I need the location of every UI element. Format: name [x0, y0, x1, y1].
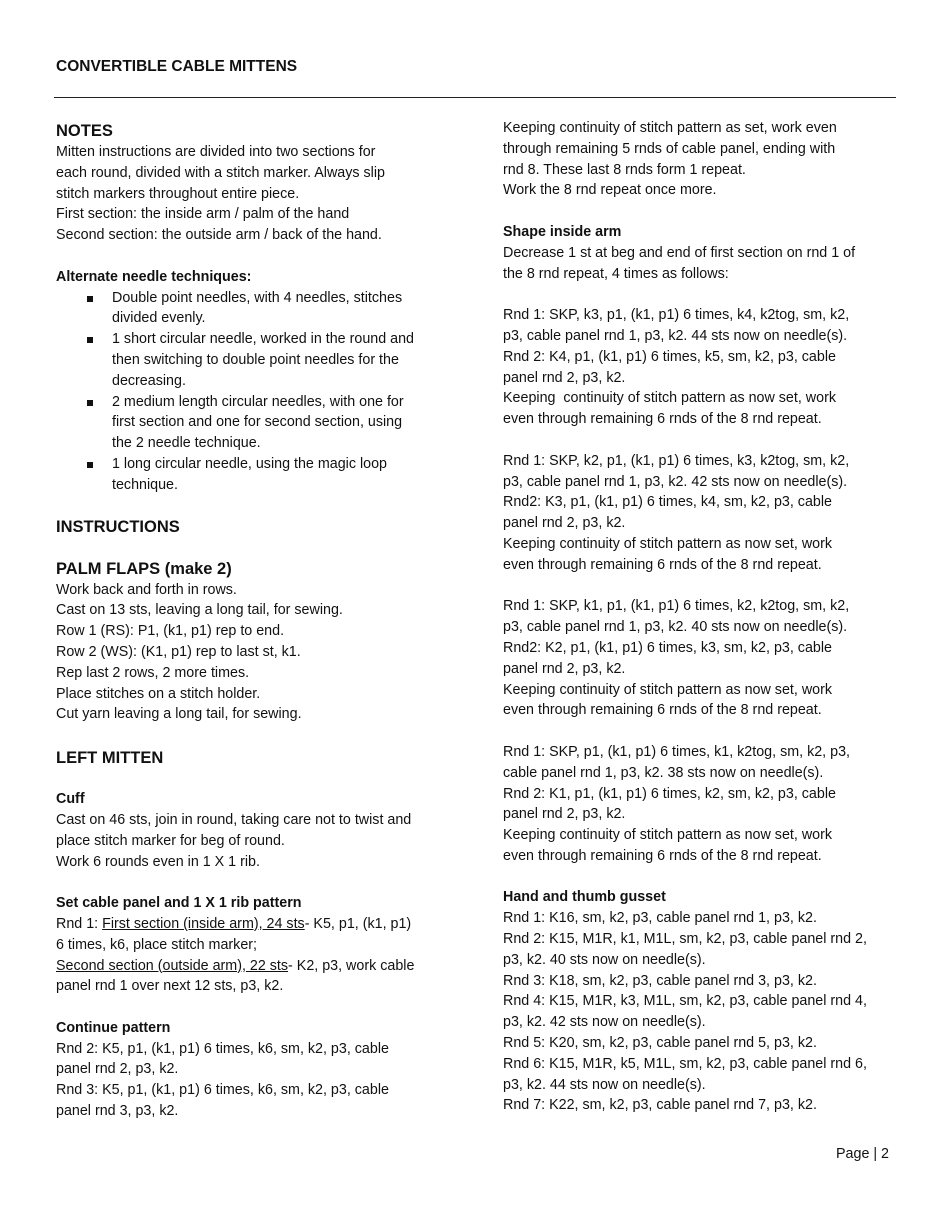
- text-line: p3, k2. 44 sts now on needle(s).: [503, 1076, 706, 1093]
- underlined-text: Second section (outside arm), 22 sts: [56, 957, 289, 974]
- text-line: panel rnd 2, p3, k2.: [503, 806, 626, 823]
- text-line: Keeping continuity of stitch pattern as set, work even: [503, 120, 837, 136]
- text-line: each round, divided with a stitch marker. Always slip: [56, 164, 385, 181]
- text-line: p3, cable panel rnd 1, p3, k2. 42 sts now on needle(s).: [503, 473, 848, 490]
- text-line: panel rnd 2, p3, k2.: [503, 515, 626, 532]
- text-line: Double point needles, with 4 needles, stitches: [112, 289, 403, 306]
- text-line: cable panel rnd 1, p3, k2. 38 sts now on needle(s).: [503, 764, 824, 781]
- decrease-block: [503, 305, 903, 430]
- decrease-block: [503, 742, 903, 867]
- text-line: Rnd 4: K15, M1R, k3, M1L, sm, k2, p3, cable panel rnd 4,: [503, 993, 867, 1010]
- alt-needle-heading: Alternate needle techniques:: [56, 268, 252, 285]
- text-line: Work back and forth in rows.: [56, 581, 237, 598]
- text-line: stitch markers throughout entire piece.: [56, 185, 300, 202]
- text-line: place stitch marker for beg of round.: [56, 832, 285, 849]
- text-line: Rnd 1: SKP, k2, p1, (k1, p1) 6 times, k3, k2tog, sm, k2,: [503, 452, 850, 469]
- text-line: even through remaining 6 rnds of the 8 rnd repeat.: [503, 847, 822, 864]
- cuff-heading: Cuff: [56, 791, 85, 808]
- text-line: Work the 8 rnd repeat once more.: [503, 182, 717, 199]
- shape-inside-arm-heading: Shape inside arm: [503, 223, 622, 240]
- text-line: p3, cable panel rnd 1, p3, k2. 44 sts now on needle(s).: [503, 327, 848, 344]
- text-line: Cast on 46 sts, join in round, taking care not to twist and: [56, 811, 412, 828]
- text-line: then switching to double point needles for the: [112, 351, 399, 368]
- text-line: 1 long circular needle, using the magic loop: [112, 455, 387, 472]
- text-line: technique.: [112, 476, 178, 493]
- text-line: Place stitches on a stitch holder.: [56, 685, 261, 702]
- text-line: Rnd 2: K15, M1R, k1, M1L, sm, k2, p3, cable panel rnd 2,: [503, 931, 867, 948]
- continue-pattern-text: [56, 1039, 456, 1122]
- alt-needle-list: [56, 288, 456, 496]
- text-line: even through remaining 6 rnds of the 8 rnd repeat.: [503, 702, 822, 719]
- text-line: Decrease 1 st at beg and end of first section on rnd 1 of: [503, 244, 856, 261]
- text-line: divided evenly.: [112, 310, 206, 327]
- text-line: panel rnd 3, p3, k2.: [56, 1103, 179, 1120]
- text-line: Rnd 2: K1, p1, (k1, p1) 6 times, k2, sm, k2, p3, cable: [503, 785, 836, 802]
- text-line: panel rnd 2, p3, k2.: [503, 369, 626, 386]
- notes-heading: NOTES: [56, 122, 113, 140]
- text-line: Rnd2: K3, p1, (k1, p1) 6 times, k4, sm, k2, p3, cable: [503, 494, 832, 511]
- text-line: p3, k2. 42 sts now on needle(s).: [503, 1014, 706, 1031]
- palm-flaps-text: [56, 580, 456, 726]
- text-line: even through remaining 6 rnds of the 8 rnd repeat.: [503, 556, 822, 573]
- continue-pattern-heading: Continue pattern: [56, 1019, 171, 1036]
- shape-intro-text: [503, 243, 903, 285]
- text-line: Row 2 (WS): (K1, p1) rep to last st, k1.: [56, 643, 301, 660]
- text-line: Keeping continuity of stitch pattern as now set, work: [503, 681, 833, 698]
- text-line: Rnd 2: K5, p1, (k1, p1) 6 times, k6, sm, k2, p3, cable: [56, 1040, 389, 1057]
- text-line: even through remaining 6 rnds of the 8 rnd repeat.: [503, 411, 822, 428]
- text-line: Rnd 1: SKP, p1, (k1, p1) 6 times, k1, k2tog, sm, k2, p3,: [503, 743, 850, 760]
- right-column: [503, 118, 903, 1116]
- left-mitten-heading: LEFT MITTEN: [56, 749, 164, 768]
- text-line: through remaining 5 rnds of cable panel, ending with: [503, 140, 836, 157]
- text-line: first section and one for second section, using: [112, 414, 403, 431]
- text-line: Rnd 3: K18, sm, k2, p3, cable panel rnd 3, p3, k2.: [503, 972, 817, 989]
- text-line: [56, 956, 456, 977]
- decrease-block: [503, 451, 903, 576]
- text-line: Rnd 3: K5, p1, (k1, p1) 6 times, k6, sm, k2, p3, cable: [56, 1082, 389, 1099]
- text-line: p3, cable panel rnd 1, p3, k2. 40 sts now on needle(s).: [503, 619, 848, 636]
- text-line: 6 times, k6, place stitch marker;: [56, 936, 258, 953]
- text-line: panel rnd 1 over next 12 sts, p3, k2.: [56, 978, 284, 995]
- text-line: Rnd 6: K15, M1R, k5, M1L, sm, k2, p3, cable panel rnd 6,: [503, 1055, 867, 1072]
- text-line: Cut yarn leaving a long tail, for sewing.: [56, 706, 302, 723]
- text-line: Keeping continuity of stitch pattern as now set, work: [503, 535, 833, 552]
- text-line: 1 short circular needle, worked in the round and: [112, 331, 415, 348]
- text-line: 2 medium length circular needles, with one for: [112, 393, 404, 410]
- text-line: the 8 rnd repeat, 4 times as follows:: [503, 265, 729, 282]
- text-line: Rnd 1: SKP, k3, p1, (k1, p1) 6 times, k4, k2tog, sm, k2,: [503, 307, 850, 324]
- text-line: Rep last 2 rows, 2 more times.: [56, 664, 250, 681]
- text-line: Rnd 2: K4, p1, (k1, p1) 6 times, k5, sm, k2, p3, cable: [503, 348, 836, 365]
- text-line: panel rnd 2, p3, k2.: [503, 660, 626, 677]
- text-line: Rnd2: K2, p1, (k1, p1) 6 times, k3, sm, k2, p3, cable: [503, 639, 832, 656]
- text-line: Work 6 rounds even in 1 X 1 rib.: [56, 853, 260, 870]
- notes-text: [56, 142, 456, 246]
- text-line: First section: the inside arm / palm of the hand: [56, 206, 350, 223]
- instructions-heading: INSTRUCTIONS: [56, 517, 180, 536]
- gusset-heading: Hand and thumb gusset: [503, 889, 666, 906]
- document-title: CONVERTIBLE CABLE MITTENS: [56, 58, 298, 75]
- text-line: Cast on 13 sts, leaving a long tail, for sewing.: [56, 602, 343, 619]
- underlined-text: First section (inside arm), 24 sts: [102, 915, 305, 932]
- set-cable-heading: Set cable panel and 1 X 1 rib pattern: [56, 895, 302, 912]
- set-cable-text: [56, 914, 456, 997]
- text-run: - K2, p3, work cable: [288, 957, 415, 974]
- text-line: Rnd 1: K16, sm, k2, p3, cable panel rnd 1, p3, k2.: [503, 910, 817, 927]
- list-item: [56, 392, 456, 454]
- text-line: Rnd 5: K20, sm, k2, p3, cable panel rnd 5, p3, k2.: [503, 1035, 817, 1052]
- gusset-text: [503, 908, 903, 1116]
- text-line: Keeping continuity of stitch pattern as now set, work: [503, 390, 836, 407]
- left-column: [56, 118, 456, 1122]
- cuff-text: [56, 810, 456, 872]
- header-divider: [54, 97, 896, 98]
- decrease-block: [503, 596, 903, 721]
- text-line: p3, k2. 40 sts now on needle(s).: [503, 951, 706, 968]
- text-line: Row 1 (RS): P1, (k1, p1) rep to end.: [56, 623, 285, 640]
- palm-flaps-heading: PALM FLAPS (make 2): [56, 559, 232, 578]
- list-item: [56, 288, 456, 330]
- text-line: Mitten instructions are divided into two sections for: [56, 144, 376, 160]
- text-line: Keeping continuity of stitch pattern as now set, work: [503, 827, 833, 844]
- list-item: [56, 329, 456, 391]
- text-run: - K5, p1, (k1, p1): [304, 915, 412, 932]
- text-line: panel rnd 2, p3, k2.: [56, 1061, 179, 1078]
- intro-text: [503, 118, 903, 201]
- text-line: [56, 914, 456, 935]
- text-line: the 2 needle technique.: [112, 435, 261, 452]
- text-line: decreasing.: [112, 372, 186, 389]
- text-line: rnd 8. These last 8 rnds form 1 repeat.: [503, 161, 746, 178]
- text-run: Rnd 1:: [56, 915, 103, 932]
- page-number: Page | 2: [836, 1146, 889, 1162]
- text-line: Rnd 1: SKP, k1, p1, (k1, p1) 6 times, k2, k2tog, sm, k2,: [503, 598, 850, 615]
- list-item: [56, 454, 456, 496]
- text-line: Rnd 7: K22, sm, k2, p3, cable panel rnd 7, p3, k2.: [503, 1097, 817, 1114]
- text-line: Second section: the outside arm / back of the hand.: [56, 227, 382, 244]
